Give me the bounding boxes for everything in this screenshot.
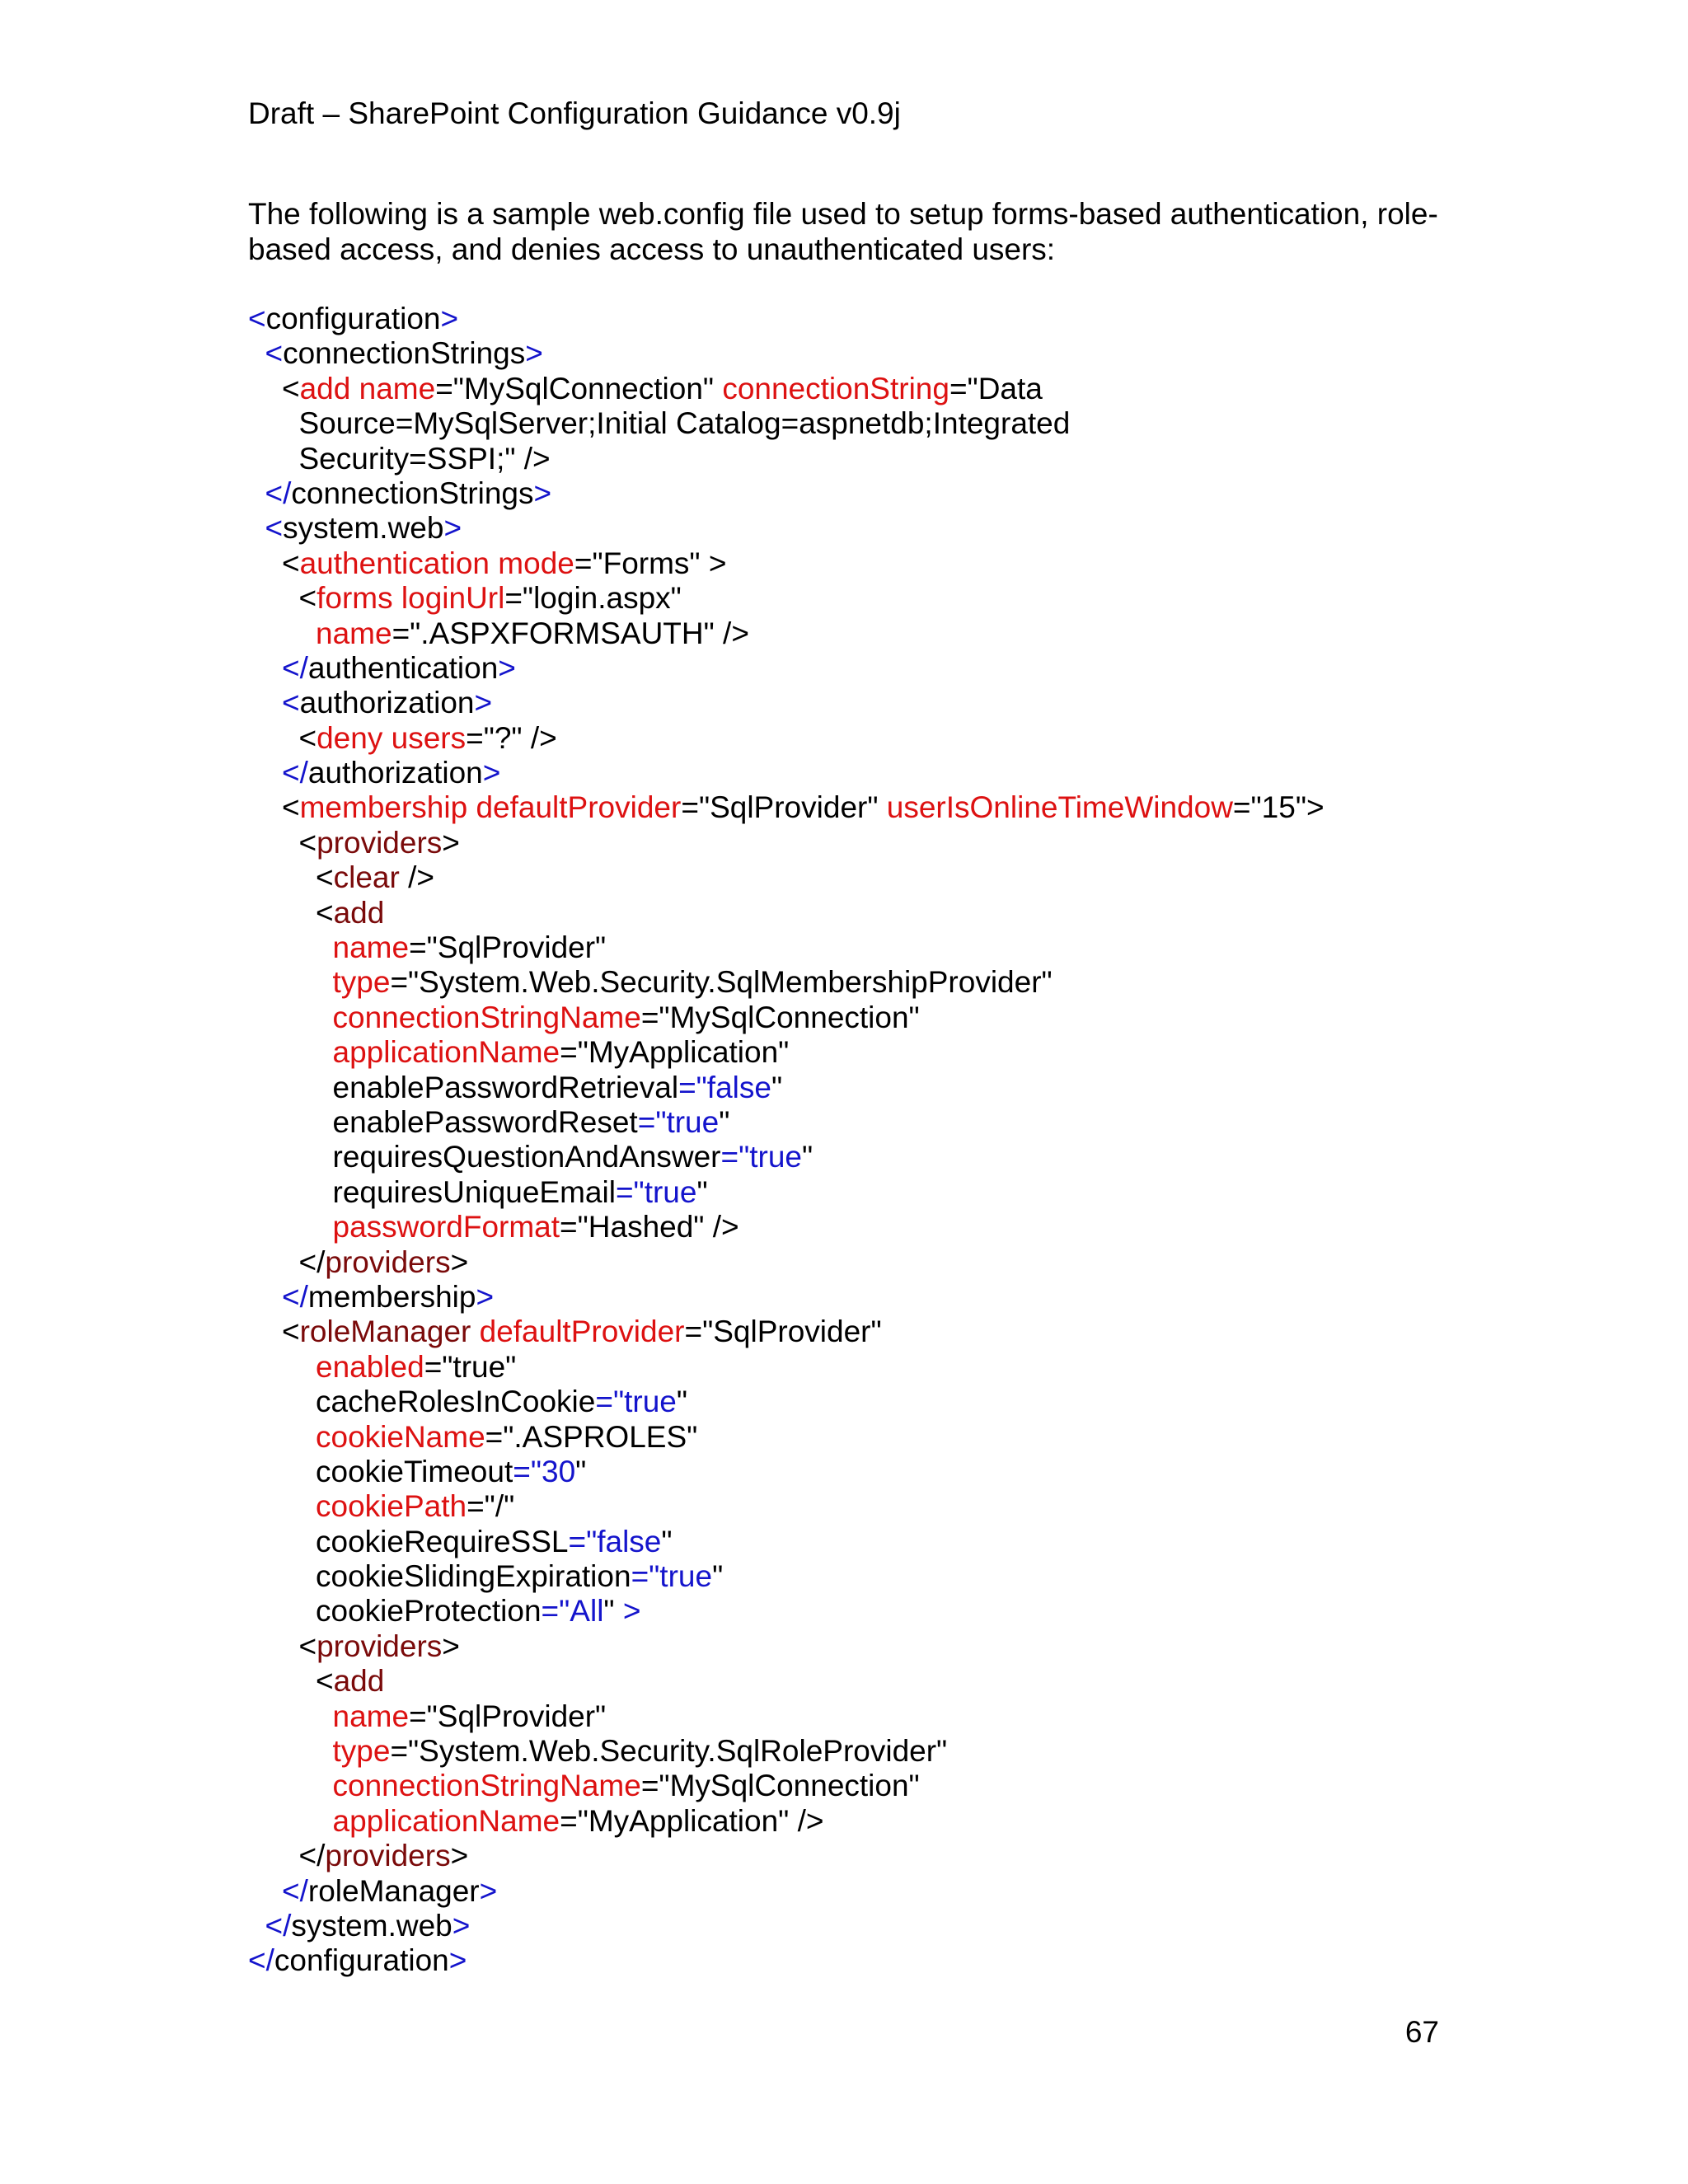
code-line: [248, 1489, 1484, 1524]
code-line: [248, 1629, 1484, 1664]
code-token: >: [474, 686, 493, 720]
code-token: ="Hashed" />: [560, 1210, 739, 1244]
code-token: clear: [333, 860, 400, 895]
code-token: authentication: [307, 650, 499, 685]
code-line: [248, 1280, 1484, 1315]
code-line: [248, 686, 1484, 720]
code-token: connectionStringName: [332, 1769, 641, 1803]
code-token: configuration: [265, 302, 441, 335]
code-token: </: [282, 650, 308, 685]
code-line: [248, 1140, 1484, 1174]
code-token: ="true": [424, 1349, 517, 1384]
code-token: userIsOnlineTimeWindow: [886, 790, 1233, 825]
code-line: [248, 1420, 1484, 1455]
code-line: [248, 406, 1484, 441]
intro-line: The following is a sample web.config file used to setup forms-based authentication, role-: [248, 197, 1438, 231]
code-token: >: [442, 1629, 460, 1663]
code-token: ="true: [637, 1104, 720, 1139]
code-token: cookieTimeout: [316, 1454, 513, 1488]
code-token: >: [443, 511, 462, 546]
code-token: >: [622, 1594, 641, 1629]
intro-paragraph: [248, 196, 1451, 267]
code-line: [248, 511, 1484, 546]
code-token: ="System.Web.Security.SqlRoleProvider": [390, 1734, 948, 1769]
code-token: ="true: [595, 1385, 677, 1419]
code-token: enablePasswordReset: [332, 1104, 638, 1139]
intro-line: based access, and denies access to unauthenticated users:: [248, 232, 1056, 266]
code-token: applicationName: [332, 1803, 560, 1838]
code-line: [248, 1315, 1484, 1349]
code-token: ": [575, 1454, 587, 1488]
code-token: providers: [325, 1244, 451, 1279]
code-token: >: [440, 302, 459, 335]
code-token: ="true: [720, 1140, 802, 1174]
code-line: [248, 1105, 1484, 1140]
code-token: providers: [325, 1839, 451, 1873]
page-number: 67: [1404, 2015, 1439, 2049]
code-token: ": [801, 1140, 814, 1174]
code-token: ": [696, 1174, 708, 1209]
code-token: type: [332, 1734, 391, 1769]
code-token: />: [399, 860, 434, 895]
code-line: [248, 930, 1484, 965]
code-token: add: [333, 895, 385, 930]
code-token: membership: [299, 790, 476, 825]
code-token: <: [282, 1315, 300, 1349]
code-token: ="true: [631, 1559, 713, 1594]
code-token: ="30: [513, 1454, 576, 1488]
code-token: cookieRequireSSL: [316, 1524, 569, 1558]
code-line: [248, 651, 1484, 686]
code-line: [248, 546, 1484, 581]
code-token: authorization: [299, 686, 475, 720]
code-line: [248, 1350, 1484, 1385]
code-token: loginUrl: [401, 581, 505, 616]
code-token: >: [452, 1908, 471, 1943]
code-token: <: [282, 790, 300, 825]
code-token: name: [359, 371, 436, 405]
code-token: <: [282, 371, 300, 405]
code-token: connectionString: [722, 371, 950, 405]
code-token: >: [476, 1279, 495, 1314]
code-token: <: [265, 511, 284, 546]
code-token: <: [282, 686, 300, 720]
code-token: </: [298, 1244, 326, 1279]
code-token: >: [479, 1873, 498, 1908]
code-token: ": [712, 1559, 724, 1594]
code-token: defaultProvider: [479, 1315, 685, 1349]
code-line: [248, 1455, 1484, 1489]
code-line: [248, 826, 1484, 860]
code-line: [248, 1559, 1484, 1594]
code-token: <: [248, 302, 266, 335]
code-token: deny: [316, 720, 392, 755]
code-token: ": [771, 1070, 783, 1104]
code-token: providers: [316, 825, 443, 860]
code-line: [248, 372, 1484, 406]
code-token: requiresUniqueEmail: [332, 1174, 616, 1209]
code-line: [248, 1071, 1484, 1105]
code-token: providers: [316, 1629, 443, 1663]
code-token: ="MySqlConnection": [640, 1769, 920, 1803]
code-token: <: [298, 1629, 317, 1663]
code-line: [248, 1769, 1484, 1803]
code-token: system.web: [283, 511, 444, 546]
code-token: </: [282, 1279, 308, 1314]
code-token: requiresQuestionAndAnswer: [332, 1140, 721, 1174]
code-line: [248, 896, 1484, 930]
code-token: add: [299, 371, 359, 405]
code-line: [248, 1909, 1484, 1943]
code-line: [248, 442, 1484, 476]
code-line: [248, 790, 1484, 825]
code-line: [248, 1839, 1484, 1873]
code-token: name: [332, 930, 410, 965]
code-token: ": [661, 1524, 673, 1558]
code-token: ="MyApplication" />: [560, 1803, 824, 1838]
code-token: name: [316, 616, 392, 650]
code-token: mode: [498, 546, 574, 580]
code-token: ="Forms" >: [574, 546, 727, 580]
code-token: ="false: [568, 1524, 662, 1558]
code-token: </: [248, 1943, 274, 1978]
code-token: <: [282, 546, 300, 580]
code-token: roleManager: [307, 1873, 480, 1908]
code-token: ": [676, 1385, 687, 1419]
code-token: Source=MySqlServer;Initial Catalog=aspnetdb;Integrated: [298, 406, 1071, 441]
code-token: defaultProvider: [476, 790, 682, 825]
code-token: cookieProtection: [316, 1594, 542, 1629]
code-token: </: [282, 756, 308, 790]
code-line: [248, 1699, 1484, 1734]
code-token: ="MyApplication": [560, 1035, 790, 1070]
code-token: passwordFormat: [332, 1210, 560, 1244]
code-token: >: [450, 1839, 469, 1873]
code-token: system.web: [291, 1908, 452, 1943]
code-line: [248, 721, 1484, 756]
code-token: ="SqlProvider": [409, 930, 607, 965]
code-token: enabled: [316, 1349, 424, 1384]
code-line: [248, 1874, 1484, 1909]
code-token: ="login.aspx": [504, 581, 682, 616]
code-line: [248, 476, 1484, 511]
code-line: [248, 616, 1484, 651]
code-token: <: [298, 720, 317, 755]
code-line: [248, 1525, 1484, 1559]
code-line: [248, 1594, 1484, 1629]
code-line: [248, 1804, 1484, 1839]
code-token: ="MySqlConnection": [435, 371, 723, 405]
code-token: </: [265, 476, 292, 510]
page-header: Draft – SharePoint Configuration Guidance v0.9j: [248, 96, 901, 130]
code-token: ="/": [467, 1489, 515, 1524]
code-token: cookiePath: [316, 1489, 467, 1524]
code-token: ="SqlProvider": [684, 1315, 882, 1349]
code-token: >: [482, 756, 501, 790]
code-token: </: [282, 1873, 308, 1908]
code-token: >: [525, 336, 543, 371]
web-config-code-block: [248, 302, 1484, 1979]
code-token: <: [316, 895, 334, 930]
code-token: type: [332, 965, 391, 1000]
code-token: ": [603, 1594, 623, 1629]
code-token: roleManager: [299, 1315, 480, 1349]
code-token: </: [265, 1908, 292, 1943]
code-token: ="?" />: [466, 720, 557, 755]
code-token: cookieSlidingExpiration: [316, 1559, 631, 1594]
code-token: ="15">: [1232, 790, 1325, 825]
code-token: connectionStrings: [283, 336, 526, 371]
code-token: connectionStrings: [291, 476, 534, 510]
code-token: membership: [307, 1279, 476, 1314]
code-token: configuration: [274, 1943, 449, 1978]
code-token: <: [265, 336, 284, 371]
code-token: =".ASPROLES": [485, 1419, 698, 1454]
code-line: [248, 1210, 1484, 1244]
code-line: [248, 581, 1484, 616]
code-token: applicationName: [332, 1035, 560, 1070]
code-token: <: [316, 1664, 334, 1699]
code-token: enablePasswordRetrieval: [332, 1070, 679, 1104]
code-token: ": [719, 1104, 730, 1139]
code-token: >: [448, 1943, 467, 1978]
code-line: [248, 1385, 1484, 1419]
code-token: forms: [316, 581, 401, 616]
code-token: connectionStringName: [332, 1000, 641, 1034]
code-token: >: [498, 650, 516, 685]
code-line: [248, 965, 1484, 1000]
code-token: </: [298, 1839, 326, 1873]
code-token: ="All: [541, 1594, 604, 1629]
code-line: [248, 860, 1484, 895]
code-token: <: [298, 825, 317, 860]
code-line: [248, 302, 1484, 336]
code-line: [248, 1035, 1484, 1070]
code-line: [248, 336, 1484, 371]
code-token: cookieName: [316, 1419, 485, 1454]
code-token: >: [442, 825, 460, 860]
code-line: [248, 1245, 1484, 1280]
code-token: Security=SSPI;" />: [298, 441, 551, 476]
code-token: name: [332, 1699, 410, 1733]
code-token: <: [316, 860, 334, 895]
code-token: >: [533, 476, 552, 510]
code-token: ="System.Web.Security.SqlMembershipProvider": [390, 965, 1053, 1000]
code-line: [248, 1664, 1484, 1699]
code-token: cacheRolesInCookie: [316, 1385, 596, 1419]
code-line: [248, 1175, 1484, 1210]
code-line: [248, 756, 1484, 790]
code-token: ="SqlProvider": [409, 1699, 607, 1733]
code-line: [248, 1001, 1484, 1035]
code-token: authentication: [299, 546, 499, 580]
code-token: authorization: [307, 756, 483, 790]
code-line: [248, 1943, 1484, 1978]
code-token: add: [333, 1664, 385, 1699]
code-line: [248, 1734, 1484, 1769]
code-token: >: [450, 1244, 469, 1279]
code-token: =".ASPXFORMSAUTH" />: [392, 616, 749, 650]
code-token: ="Data: [949, 371, 1043, 405]
code-token: users: [391, 720, 467, 755]
code-token: ="SqlProvider": [681, 790, 887, 825]
code-token: <: [298, 581, 317, 616]
code-token: ="true: [615, 1174, 697, 1209]
code-token: ="MySqlConnection": [640, 1000, 920, 1034]
code-token: ="false: [678, 1070, 771, 1104]
